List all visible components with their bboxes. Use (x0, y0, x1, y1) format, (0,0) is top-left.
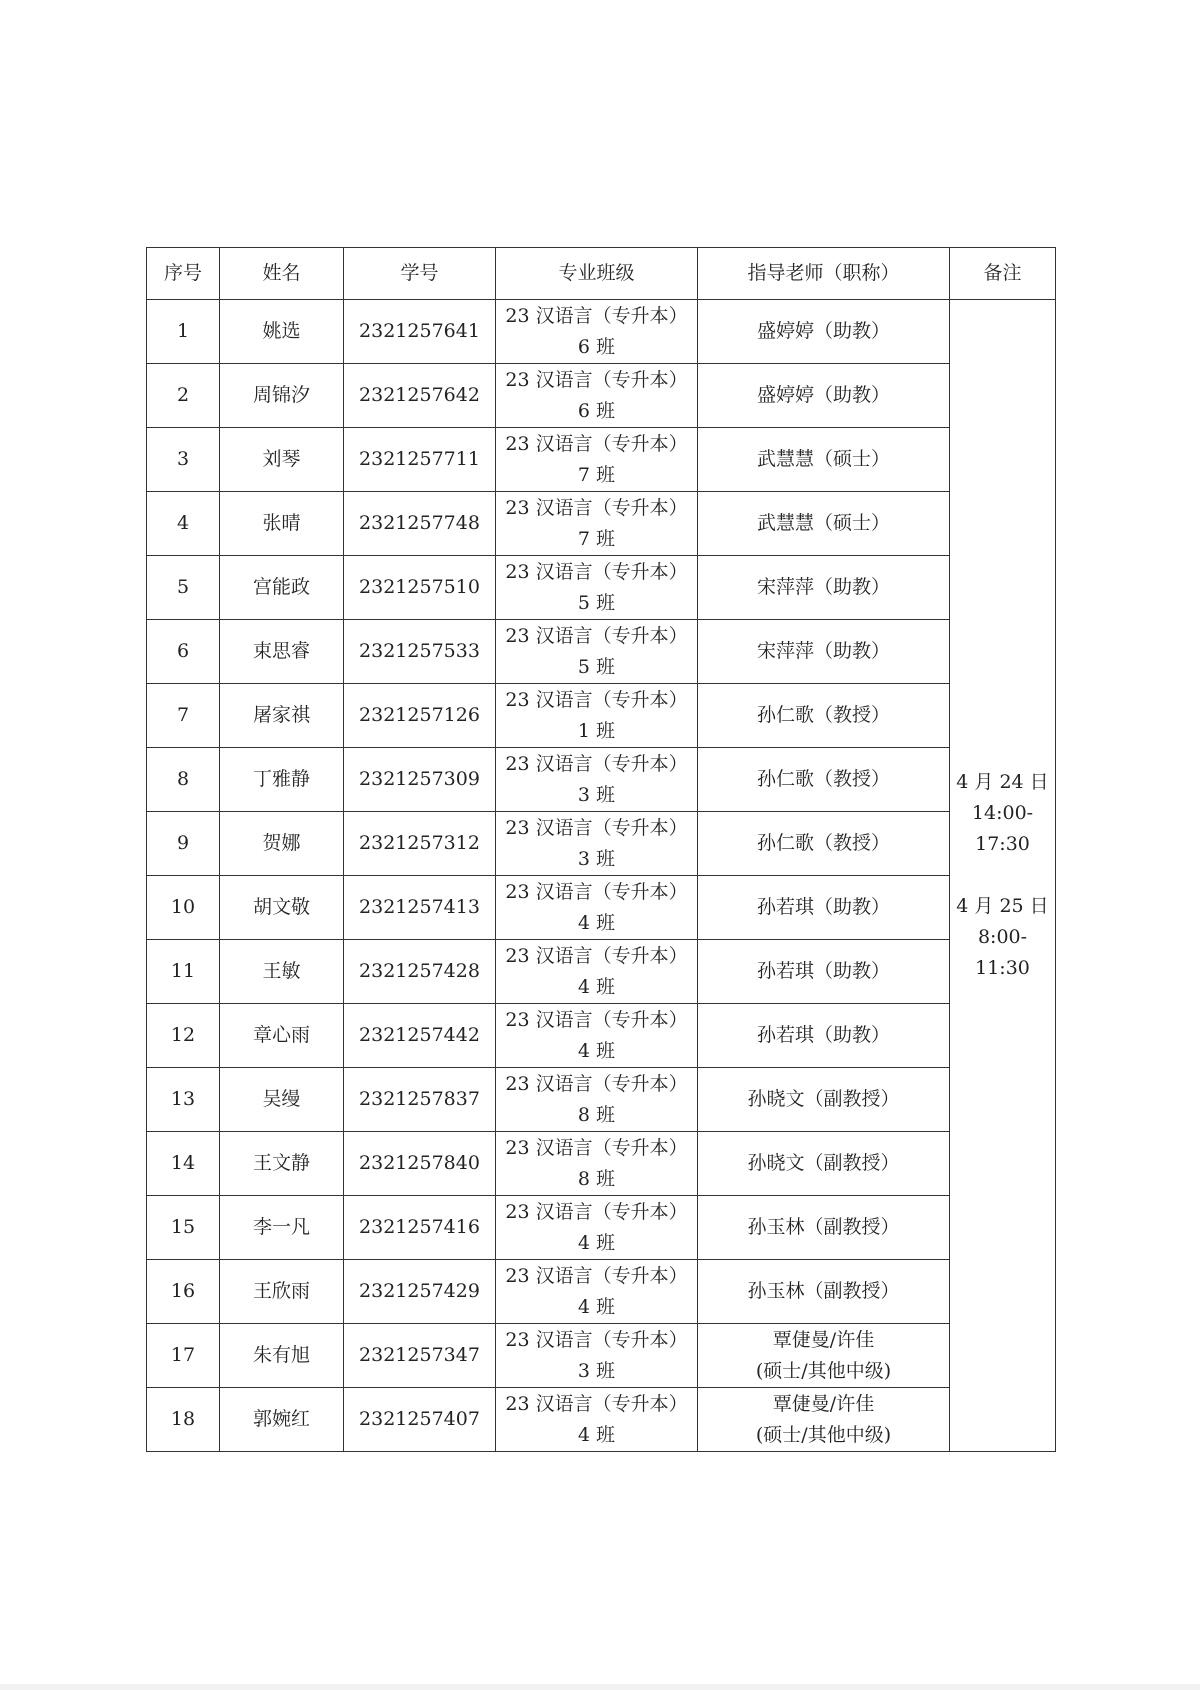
major-line: 23 汉语言（专升本） (505, 752, 688, 775)
cell-student-id: 2321257428 (344, 940, 496, 1004)
table-row (147, 428, 1056, 492)
table-row (147, 1324, 1056, 1388)
cell-student-id: 2321257347 (344, 1324, 496, 1388)
class-line: 5 班 (577, 591, 616, 614)
cell-major-class (496, 748, 698, 812)
class-line: 8 班 (577, 1103, 616, 1126)
cell-advisor (698, 1196, 950, 1260)
cell-advisor (698, 812, 950, 876)
cell-advisor (698, 300, 950, 364)
table-row (147, 1068, 1056, 1132)
cell-student-id: 2321257510 (344, 556, 496, 620)
class-line: 4 班 (577, 1423, 616, 1446)
cell-advisor (698, 1388, 950, 1452)
advisor-line: 孙若琪（助教） (756, 896, 890, 918)
major-line: 23 汉语言（专升本） (505, 1200, 688, 1223)
advisor-line: 孙仁歌（教授） (756, 832, 890, 854)
cell-advisor (698, 1132, 950, 1196)
class-line: 3 班 (577, 1359, 616, 1382)
cell-name: 郭婉红 (220, 1388, 344, 1452)
cell-student-id: 2321257642 (344, 364, 496, 428)
cell-no: 6 (147, 620, 220, 684)
cell-advisor (698, 1260, 950, 1324)
table-row (147, 300, 1056, 364)
cell-advisor (698, 1004, 950, 1068)
cell-name: 王文静 (220, 1132, 344, 1196)
table-row (147, 492, 1056, 556)
cell-no: 3 (147, 428, 220, 492)
cell-no: 12 (147, 1004, 220, 1068)
cell-advisor (698, 492, 950, 556)
table-row (147, 1260, 1056, 1324)
cell-no: 4 (147, 492, 220, 556)
table-row (147, 940, 1056, 1004)
cell-advisor (698, 1068, 950, 1132)
cell-major-class (496, 492, 698, 556)
cell-student-id: 2321257407 (344, 1388, 496, 1452)
cell-major-class (496, 1132, 698, 1196)
cell-name: 张晴 (220, 492, 344, 556)
cell-no: 8 (147, 748, 220, 812)
header-remarks: 备注 (950, 248, 1056, 300)
cell-no: 14 (147, 1132, 220, 1196)
table-header-row (147, 248, 1056, 300)
cell-major-class (496, 940, 698, 1004)
major-line: 23 汉语言（专升本） (505, 816, 688, 839)
class-line: 7 班 (577, 463, 616, 486)
note-time2-start: 8:00- (977, 926, 1028, 948)
table-row (147, 812, 1056, 876)
cell-major-class (496, 428, 698, 492)
cell-major-class (496, 620, 698, 684)
note-spacer (950, 860, 1055, 891)
note-day2: 4 月 25 日 (956, 895, 1049, 917)
table-body (147, 300, 1056, 1452)
cell-major-class (496, 300, 698, 364)
advisor-line: 宋萍萍（助教） (756, 640, 890, 662)
cell-student-id: 2321257837 (344, 1068, 496, 1132)
cell-student-id: 2321257416 (344, 1196, 496, 1260)
cell-student-id: 2321257413 (344, 876, 496, 940)
cell-advisor (698, 940, 950, 1004)
cell-no: 16 (147, 1260, 220, 1324)
advisor-line: 孙晓文（副教授） (747, 1152, 900, 1174)
cell-major-class (496, 812, 698, 876)
cell-major-class (496, 556, 698, 620)
major-line: 23 汉语言（专升本） (505, 624, 688, 647)
cell-student-id: 2321257641 (344, 300, 496, 364)
cell-advisor (698, 748, 950, 812)
cell-advisor (698, 684, 950, 748)
cell-name: 周锦汐 (220, 364, 344, 428)
cell-major-class (496, 1260, 698, 1324)
major-line: 23 汉语言（专升本） (505, 688, 688, 711)
page-bottom-strip (0, 1684, 1200, 1690)
cell-name: 丁雅静 (220, 748, 344, 812)
cell-student-id: 2321257748 (344, 492, 496, 556)
class-line: 7 班 (577, 527, 616, 550)
cell-name: 吴缦 (220, 1068, 344, 1132)
major-line: 23 汉语言（专升本） (505, 1392, 688, 1415)
cell-major-class (496, 1004, 698, 1068)
cell-no: 10 (147, 876, 220, 940)
cell-student-id: 2321257309 (344, 748, 496, 812)
cell-student-id: 2321257711 (344, 428, 496, 492)
advisor-line: 覃倢曼/许佳 (772, 1392, 875, 1415)
cell-advisor (698, 876, 950, 940)
cell-name: 姚选 (220, 300, 344, 364)
header-name: 姓名 (220, 248, 344, 300)
cell-advisor (698, 620, 950, 684)
cell-name: 王敏 (220, 940, 344, 1004)
major-line: 23 汉语言（专升本） (505, 304, 688, 327)
major-line: 23 汉语言（专升本） (505, 1328, 688, 1351)
cell-no: 1 (147, 300, 220, 364)
cell-no: 17 (147, 1324, 220, 1388)
cell-no: 13 (147, 1068, 220, 1132)
table-row (147, 1196, 1056, 1260)
class-line: 8 班 (577, 1167, 616, 1190)
cell-student-id: 2321257126 (344, 684, 496, 748)
table-row (147, 556, 1056, 620)
advisor-line: 孙仁歌（教授） (756, 704, 890, 726)
major-line: 23 汉语言（专升本） (505, 944, 688, 967)
cell-major-class (496, 1068, 698, 1132)
class-line: 3 班 (577, 783, 616, 806)
major-line: 23 汉语言（专升本） (505, 432, 688, 455)
major-line: 23 汉语言（专升本） (505, 560, 688, 583)
cell-name: 束思睿 (220, 620, 344, 684)
cell-advisor (698, 364, 950, 428)
advisor-line: 盛婷婷（助教） (756, 384, 890, 406)
advisor-line: 覃倢曼/许佳 (772, 1328, 875, 1351)
advisor-line: 武慧慧（硕士） (756, 448, 890, 470)
class-line: 6 班 (577, 399, 616, 422)
cell-name: 刘琴 (220, 428, 344, 492)
table-row (147, 876, 1056, 940)
major-line: 23 汉语言（专升本） (505, 1072, 688, 1095)
cell-name: 胡文敬 (220, 876, 344, 940)
advisor-line: 孙晓文（副教授） (747, 1088, 900, 1110)
cell-major-class (496, 684, 698, 748)
class-line: 4 班 (577, 1231, 616, 1254)
major-line: 23 汉语言（专升本） (505, 1264, 688, 1287)
table-row (147, 364, 1056, 428)
table-row (147, 1132, 1056, 1196)
major-line: 23 汉语言（专升本） (505, 496, 688, 519)
cell-no: 7 (147, 684, 220, 748)
note-time1-end: 17:30 (975, 833, 1030, 855)
cell-no: 5 (147, 556, 220, 620)
cell-name: 屠家祺 (220, 684, 344, 748)
cell-name: 王欣雨 (220, 1260, 344, 1324)
note-day1: 4 月 24 日 (956, 771, 1049, 793)
cell-major-class (496, 364, 698, 428)
cell-student-id: 2321257312 (344, 812, 496, 876)
cell-major-class (496, 1324, 698, 1388)
advisor-line: 宋萍萍（助教） (756, 576, 890, 598)
class-line: 4 班 (577, 911, 616, 934)
advisor-line: 孙玉林（副教授） (747, 1280, 900, 1302)
cell-name: 贺娜 (220, 812, 344, 876)
major-line: 23 汉语言（专升本） (505, 1008, 688, 1031)
advisor-line: 孙若琪（助教） (756, 960, 890, 982)
cell-student-id: 2321257429 (344, 1260, 496, 1324)
advisor-title-line: (硕士/其他中级) (755, 1359, 892, 1382)
cell-advisor (698, 556, 950, 620)
major-line: 23 汉语言（专升本） (505, 880, 688, 903)
class-line: 6 班 (577, 335, 616, 358)
class-line: 4 班 (577, 975, 616, 998)
advisor-line: 武慧慧（硕士） (756, 512, 890, 534)
cell-no: 11 (147, 940, 220, 1004)
cell-major-class (496, 1196, 698, 1260)
cell-name: 李一凡 (220, 1196, 344, 1260)
cell-advisor (698, 1324, 950, 1388)
class-line: 4 班 (577, 1039, 616, 1062)
cell-student-id: 2321257840 (344, 1132, 496, 1196)
note-time1-start: 14:00- (971, 802, 1034, 824)
cell-student-id: 2321257533 (344, 620, 496, 684)
class-line: 4 班 (577, 1295, 616, 1318)
cell-advisor (698, 428, 950, 492)
cell-name: 朱有旭 (220, 1324, 344, 1388)
cell-major-class (496, 1388, 698, 1452)
header-major-class: 专业班级 (496, 248, 698, 300)
table-row (147, 1004, 1056, 1068)
major-line: 23 汉语言（专升本） (505, 368, 688, 391)
cell-no: 18 (147, 1388, 220, 1452)
class-line: 5 班 (577, 655, 616, 678)
header-advisor: 指导老师（职称） (698, 248, 950, 300)
student-roster-table (146, 247, 1056, 1452)
cell-name: 章心雨 (220, 1004, 344, 1068)
cell-no: 15 (147, 1196, 220, 1260)
cell-no: 9 (147, 812, 220, 876)
table-row (147, 684, 1056, 748)
table-row (147, 1388, 1056, 1452)
advisor-title-line: (硕士/其他中级) (755, 1423, 892, 1446)
cell-remarks-schedule (950, 300, 1056, 1452)
table-row (147, 748, 1056, 812)
cell-name: 宫能政 (220, 556, 344, 620)
advisor-line: 孙玉林（副教授） (747, 1216, 900, 1238)
cell-major-class (496, 876, 698, 940)
class-line: 3 班 (577, 847, 616, 870)
major-line: 23 汉语言（专升本） (505, 1136, 688, 1159)
cell-student-id: 2321257442 (344, 1004, 496, 1068)
header-no: 序号 (147, 248, 220, 300)
advisor-line: 孙仁歌（教授） (756, 768, 890, 790)
note-time2-end: 11:30 (975, 957, 1030, 979)
advisor-line: 孙若琪（助教） (756, 1024, 890, 1046)
advisor-line: 盛婷婷（助教） (756, 320, 890, 342)
cell-no: 2 (147, 364, 220, 428)
table-row (147, 620, 1056, 684)
header-student-id: 学号 (344, 248, 496, 300)
class-line: 1 班 (577, 719, 616, 742)
